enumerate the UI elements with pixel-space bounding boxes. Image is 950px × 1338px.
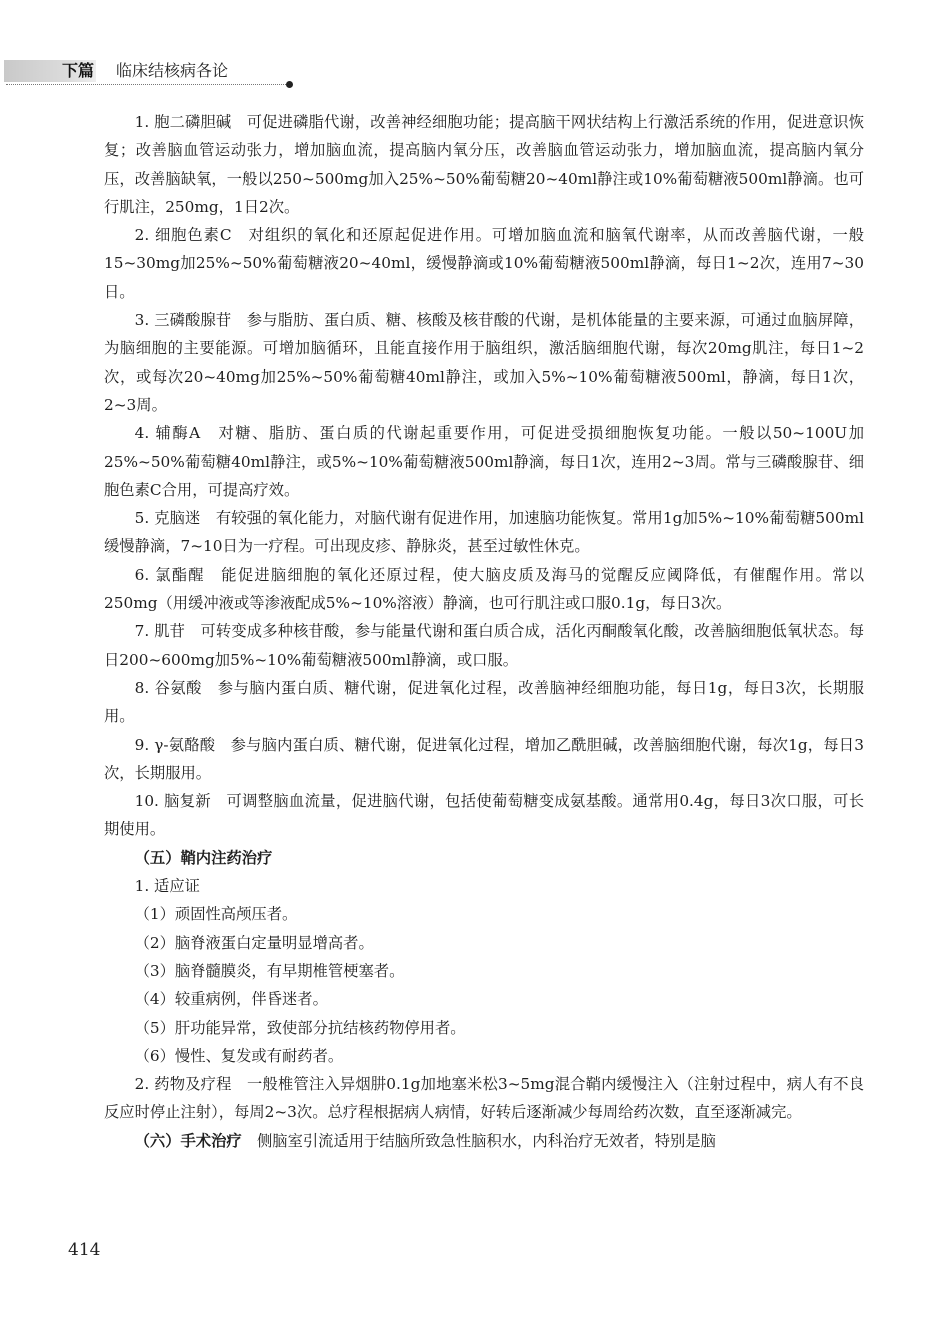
section-heading-intrathecal: （五）鞘内注药治疗 xyxy=(134,848,273,867)
paragraph-drug-10: 10. 脑复新 可调整脑血流量，促进脑代谢，包括使葡萄糖变成氨基酸。通常用0.4g，每日3次口服，可长期使用。 xyxy=(104,792,864,839)
paragraph-drug-8: 8. 谷氨酸 参与脑内蛋白质、糖代谢，促进氧化过程，改善脑神经细胞功能，每日1g，每日3次，长期服用。 xyxy=(104,678,864,726)
paragraph-drug-4: 4. 辅酶A 对糖、脂肪、蛋白质的代谢起重要作用，可促进受损细胞恢复功能。一般以50~100U加25%~50%葡萄糖40ml静注，或5%~10%葡萄糖液500ml静滴，每日1次，连用2~3周。常与三磷酸腺苷、细胞色素C合用，可提高疗效。 xyxy=(104,424,864,499)
paragraph-drug-course: 2. 药物及疗程 一般椎管注入异烟肼0.1g加地塞米松3~5mg混合鞘内缓慢注入（注射过程中，病人有不良反应时停止注射），每周2~3次。总疗程根据病人病情，好转后逐渐减少每周给药次数，直至逐渐减完。 xyxy=(104,1075,864,1122)
paragraph-drug-3: 3. 三磷酸腺苷 参与脂肪、蛋白质、糖、核酸及核苷酸的代谢，是机体能量的主要来源，可通过血脑屏障，为脑细胞的主要能源。可增加脑循环，且能直接作用于脑组织，激活脑细胞代谢，每次20mg肌注，每日1~2次，或每次20~40mg加25%~50%葡萄糖40ml静注，或加入5%~10%葡萄糖液500ml，静滴，每日1次，2~3周。 xyxy=(104,311,864,414)
paragraph-surgery xyxy=(104,1127,864,1155)
running-header xyxy=(0,58,330,86)
indication-item: （2）脑脊液蛋白定量明显增高者。 xyxy=(134,933,374,952)
page-body xyxy=(104,108,864,1155)
surgery-text: 侧脑室引流适用于结脑所致急性脑积水，内科治疗无效者，特别是脑 xyxy=(241,1131,716,1150)
indication-item: （6）慢性、复发或有耐药者。 xyxy=(134,1046,344,1065)
section-heading-surgery: （六）手术治疗 xyxy=(134,1131,242,1150)
paragraph-drug-6: 6. 氯酯醒 能促进脑细胞的氧化还原过程，使大脑皮质及海马的觉醒反应阈降低，有催醒作用。常以250mg（用缓冲液或等渗液配成5%~10%溶液）静滴，也可行肌注或口服0.1g，每日3次。 xyxy=(104,565,864,613)
subheading-indications: 1. 适应证 xyxy=(134,877,200,896)
indication-item: （4）较重病例，伴昏迷者。 xyxy=(134,990,328,1009)
indication-item: （5）肝功能异常，致使部分抗结核药物停用者。 xyxy=(134,1018,466,1037)
header-part-label: 下篇 xyxy=(62,61,95,80)
page-number: 414 xyxy=(68,1240,101,1260)
header-chapter-title: 临床结核病各论 xyxy=(116,61,229,80)
header-dotted-rule xyxy=(6,84,288,85)
paragraph-drug-9: 9. γ-氨酪酸 参与脑内蛋白质、糖代谢，促进氧化过程，增加乙酰胆碱，改善脑细胞代谢，每次1g，每日3次，长期服用。 xyxy=(104,735,864,782)
paragraph-drug-5: 5. 克脑迷 有较强的氧化能力，对脑代谢有促进作用，加速脑功能恢复。常用1g加5%~10%葡萄糖500ml缓慢静滴，7~10日为一疗程。可出现皮疹、静脉炎，甚至过敏性休克。 xyxy=(104,509,864,556)
indication-item: （3）脑脊髓膜炎，有早期椎管梗塞者。 xyxy=(134,961,405,980)
paragraph-drug-2: 2. 细胞色素C 对组织的氧化和还原起促进作用。可增加脑血流和脑氧代谢率，从而改善脑代谢，一般15~30mg加25%~50%葡萄糖液20~40ml，缓慢静滴或10%葡萄糖液500ml静滴，每日1~2次，连用7~30日。 xyxy=(104,226,864,301)
paragraph-drug-1: 1. 胞二磷胆碱 可促进磷脂代谢，改善神经细胞功能；提高脑干网状结构上行激活系统的作用，促进意识恢复；改善脑血管运动张力，增加脑血流，提高脑内氧分压，改善脑血管运动张力，增加脑血流，提高脑内氧分压，改善脑缺氧，一般以250~500mg加入25%~50%葡萄糖20~40ml静注或10%葡萄糖液500ml静滴。也可行肌注，250mg，1日2次。 xyxy=(104,113,864,216)
header-dot-icon xyxy=(286,81,293,88)
paragraph-drug-7: 7. 肌苷 可转变成多种核苷酸，参与能量代谢和蛋白质合成，活化丙酮酸氧化酸，改善脑细胞低氧状态。每日200~600mg加5%~10%葡萄糖液500ml静滴，或口服。 xyxy=(104,622,864,669)
indication-item: （1）顽固性高颅压者。 xyxy=(134,905,298,924)
